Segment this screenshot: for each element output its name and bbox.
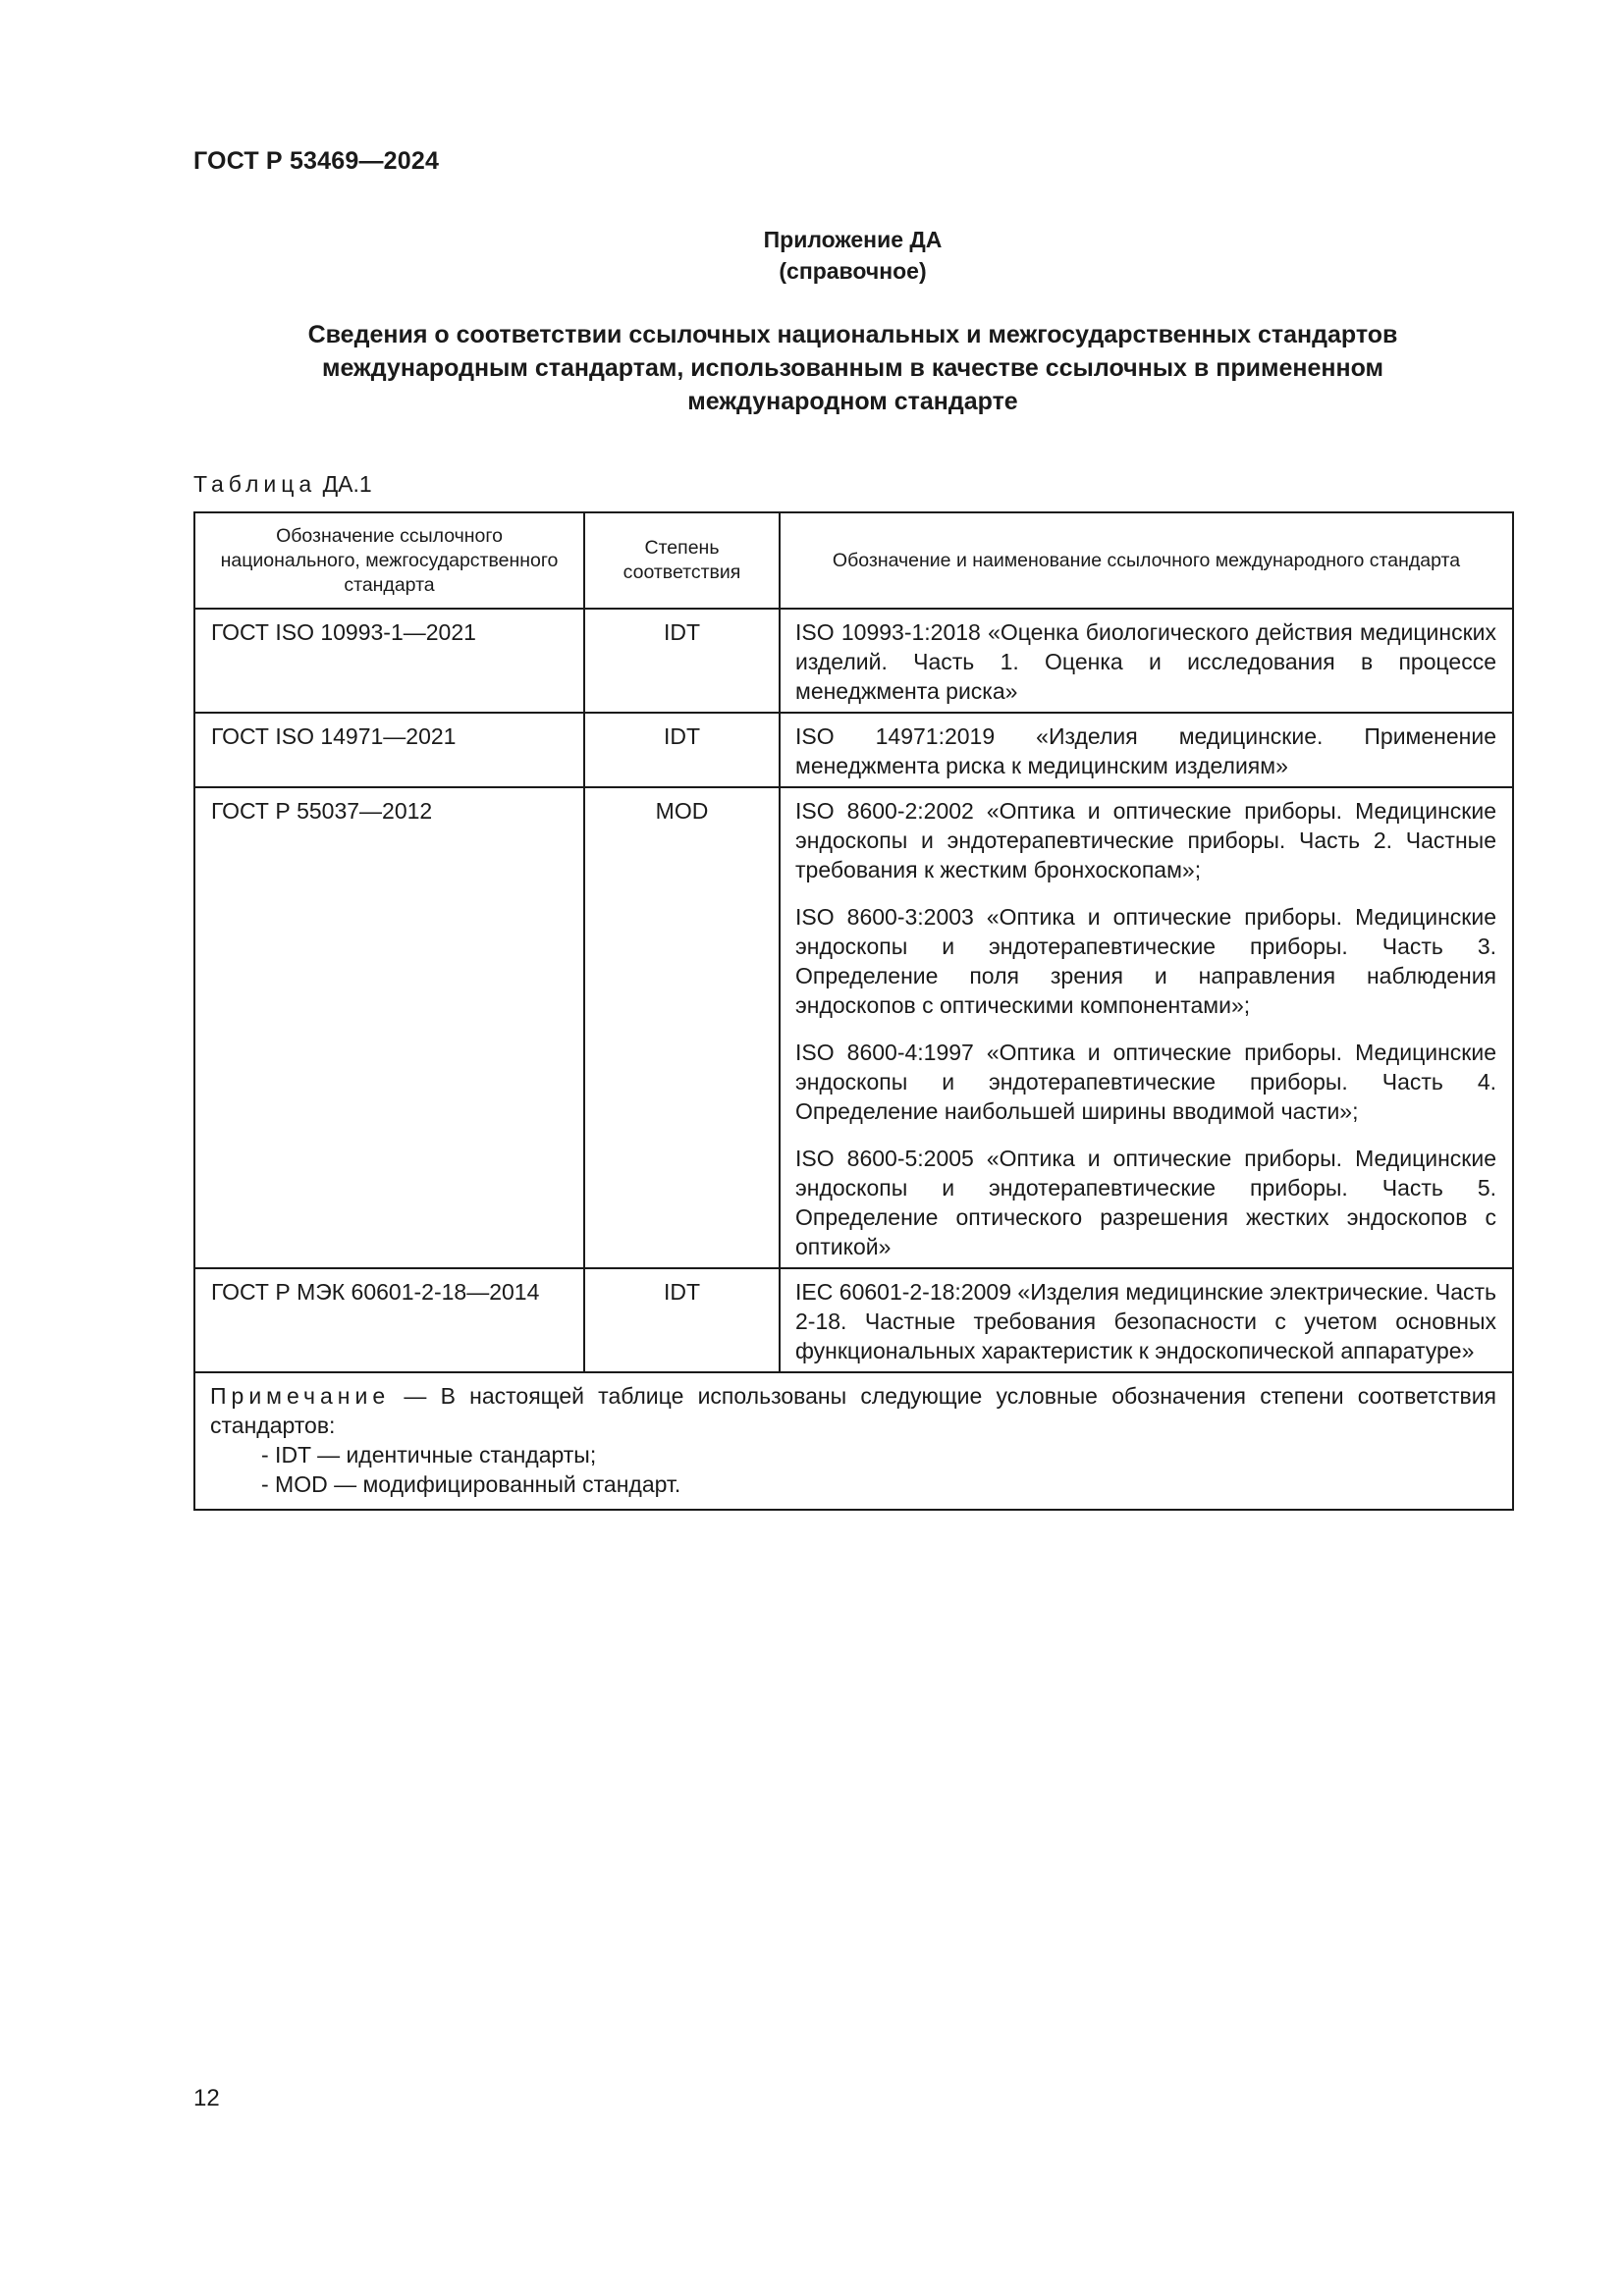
international-standard-entry: ISO 8600-3:2003 «Оптика и оптические приборы. Медицинские эндоскопы и эндотерапевтические приборы. Часть 3. Определение поля зрения и направления наблюдения эндоскопов с оптическими компонентами»; [795, 904, 1496, 1018]
header-degree: Степень соответствия [584, 512, 780, 609]
table-row [194, 1268, 1513, 1372]
appendix-heading [193, 318, 1512, 418]
note-paragraph [210, 1381, 1496, 1440]
degree-cell: IDT [584, 713, 780, 787]
international-standard-cell [780, 609, 1513, 713]
page-number: 12 [193, 2085, 220, 2111]
international-standard-entry: ISO 8600-2:2002 «Оптика и оптические приборы. Медицинские эндоскопы и эндотерапевтические приборы. Часть 2. Частные требования к жестким бронхоскопам»; [795, 798, 1496, 882]
national-standard-cell: ГОСТ Р МЭК 60601-2-18—2014 [194, 1268, 584, 1372]
international-standard-entry: IEC 60601-2-18:2009 «Изделия медицинские электрические. Часть 2-18. Частные требования безопасности с учетом основных функциональных характеристик к эндоскопической аппаратуре» [795, 1279, 1496, 1363]
international-standard-entry: ISO 8600-5:2005 «Оптика и оптические приборы. Медицинские эндоскопы и эндотерапевтические приборы. Часть 5. Определение оптического разрешения жестких эндоскопов с оптикой» [795, 1146, 1496, 1259]
table-note-row [194, 1372, 1513, 1510]
national-standard-cell: ГОСТ Р 55037—2012 [194, 787, 584, 1268]
note-list-item: - IDT — идентичные стандарты; [261, 1442, 597, 1468]
heading-line: Сведения о соответствии ссылочных национальных и межгосударственных стандартов [307, 321, 1398, 348]
note-label: Примечание [210, 1383, 391, 1409]
international-standard-entry: ISO 10993-1:2018 «Оценка биологического действия медицинских изделий. Часть 1. Оценка и исследования в процессе менеджмента риска» [795, 619, 1496, 704]
table-row [194, 609, 1513, 713]
table-header-row [194, 512, 1513, 609]
table-note [194, 1372, 1513, 1510]
table-caption [193, 471, 372, 498]
header-national-standard: Обозначение ссылочного национального, межгосударственного стандарта [194, 512, 584, 609]
document-id: ГОСТ Р 53469—2024 [193, 147, 440, 175]
header-international-standard: Обозначение и наименование ссылочного международного стандарта [780, 512, 1513, 609]
international-standard-entry: ISO 14971:2019 «Изделия медицинские. Применение менеджмента риска к медицинским изделиям» [795, 723, 1496, 778]
heading-line: международном стандарте [687, 388, 1018, 415]
table-caption-label: Таблица [193, 471, 317, 497]
note-list-item: - MOD — модифицированный стандарт. [261, 1471, 681, 1497]
international-standard-entry: ISO 8600-4:1997 «Оптика и оптические приборы. Медицинские эндоскопы и эндотерапевтические приборы. Часть 4. Определение наибольшей ширины вводимой части»; [795, 1040, 1496, 1124]
national-standard-cell: ГОСТ ISO 10993-1—2021 [194, 609, 584, 713]
national-standard-cell: ГОСТ ISO 14971—2021 [194, 713, 584, 787]
degree-cell: IDT [584, 1268, 780, 1372]
appendix-type: (справочное) [779, 258, 927, 284]
note-text: — В настоящей таблице использованы следующие условные обозначения степени соответствия стандартов: [210, 1383, 1496, 1438]
degree-cell: IDT [584, 609, 780, 713]
correspondence-table [193, 511, 1514, 1511]
international-standard-cell [780, 1268, 1513, 1372]
international-standard-cell [780, 713, 1513, 787]
international-standard-cell [780, 787, 1513, 1268]
heading-line: международным стандартам, использованным в качестве ссылочных в примененном [321, 354, 1384, 382]
table-caption-number: ДА.1 [322, 471, 372, 497]
table-row [194, 713, 1513, 787]
appendix-title: Приложение ДА [763, 227, 943, 252]
table-row [194, 787, 1513, 1268]
degree-cell: MOD [584, 787, 780, 1268]
